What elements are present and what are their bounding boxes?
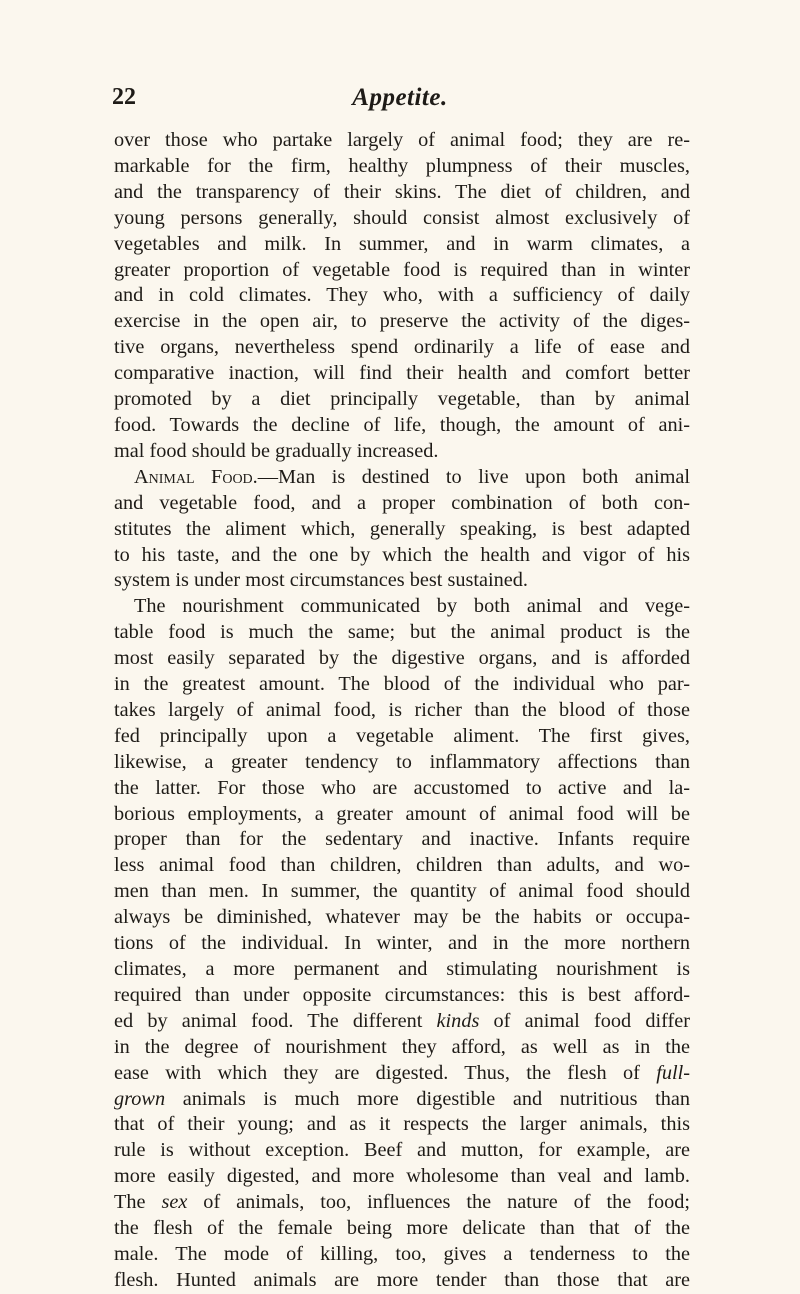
running-head — [112, 84, 688, 118]
text-fragment: animals is much more digestible and nutritious than — [165, 1087, 690, 1110]
emphasis-kinds: kinds — [436, 1009, 480, 1032]
body-text — [114, 128, 690, 1294]
section-heading: Animal Food. — [134, 465, 258, 488]
text-line: borious employments, a greater amount of animal food will be — [114, 802, 690, 825]
text-line: rule is without exception. Beef and mutton, for example, are — [114, 1139, 690, 1162]
text-line: young persons generally, should consist almost exclusively of — [114, 206, 690, 229]
text-line — [114, 1009, 690, 1035]
text-line: in the degree of nourishment they afford, as well as in the — [114, 1035, 690, 1058]
text-line: to his taste, and the one by which the health and vigor of his — [114, 543, 690, 566]
text-line: fed principally upon a vegetable aliment. The first gives, — [114, 724, 690, 747]
text-line: promoted by a diet principally vegetable, than by animal — [114, 388, 690, 411]
text-line — [114, 1190, 690, 1216]
text-line: and the transparency of their skins. The diet of children, and — [114, 180, 690, 203]
text-line: takes largely of animal food, is richer than the blood of those — [114, 698, 690, 721]
text-line: and in cold climates. They who, with a sufficiency of daily — [114, 284, 690, 307]
emphasis-full: full- — [656, 1061, 690, 1084]
text-line: the latter. For those who are accustomed to active and la- — [114, 776, 690, 799]
text-line: vegetables and milk. In summer, and in warm climates, a — [114, 232, 690, 255]
text-line: The nourishment communicated by both animal and vege- — [134, 595, 690, 618]
running-title: Appetite. — [352, 84, 448, 111]
text-fragment: of animals, too, influences the nature of the food; — [187, 1191, 690, 1214]
text-line: food. Towards the decline of life, though, the amount of ani- — [114, 413, 690, 436]
text-line: comparative inaction, will find their health and comfort better — [114, 362, 690, 385]
emphasis-sex: sex — [161, 1191, 188, 1214]
text-line: more easily digested, and more wholesome than veal and lamb. — [114, 1165, 690, 1188]
text-line — [114, 1061, 690, 1087]
text-line: most easily separated by the digestive organs, and is afforded — [114, 647, 690, 670]
text-line: required than under opposite circumstances: this is best afford- — [114, 983, 690, 1006]
text-line: tive organs, nevertheless spend ordinarily a life of ease and — [114, 336, 690, 359]
text-line: system is under most circumstances best sustained. — [114, 569, 529, 592]
text-line: likewise, a greater tendency to inflammatory affections than — [114, 750, 690, 773]
text-line: over those who partake largely of animal food; they are re- — [114, 129, 690, 151]
text-line: less animal food than children, children than adults, and wo- — [114, 854, 690, 877]
text-line: and vegetable food, and a proper combination of both con- — [114, 491, 690, 514]
text-line: mal food should be gradually increased. — [114, 439, 439, 462]
section-heading-line — [114, 465, 690, 491]
text-line: in the greatest amount. The blood of the individual who par- — [114, 673, 690, 696]
text-line: exercise in the open air, to preserve the activity of the diges- — [114, 310, 690, 333]
text-fragment: ed by animal food. The different — [114, 1009, 437, 1032]
text-line: markable for the firm, healthy plumpness of their muscles, — [114, 154, 690, 177]
text-fragment: —Man is destined to live upon both animal — [257, 465, 690, 488]
text-line: proper than for the sedentary and inactive. Infants require — [114, 828, 690, 851]
text-line: tions of the individual. In winter, and in the more northern — [114, 932, 690, 955]
text-fragment: ease with which they are digested. Thus, the flesh of — [114, 1061, 657, 1084]
text-line — [114, 1087, 690, 1113]
text-line: stitutes the aliment which, generally speaking, is best adapted — [114, 517, 690, 540]
text-line: men than men. In summer, the quantity of animal food should — [114, 880, 690, 903]
text-line: table food is much the same; but the animal product is the — [114, 621, 690, 644]
emphasis-grown: grown — [114, 1087, 166, 1110]
text-line: male. The mode of killing, too, gives a tenderness to the — [114, 1242, 690, 1265]
text-fragment: The — [114, 1191, 162, 1214]
text-line: greater proportion of vegetable food is required than in winter — [114, 258, 690, 281]
text-line: climates, a more permanent and stimulating nourishment is — [114, 958, 690, 980]
text-line: the flesh of the female being more delicate than that of the — [114, 1217, 690, 1240]
text-fragment: of animal food differ — [479, 1009, 690, 1032]
text-line: flesh. Hunted animals are more tender than those that are — [114, 1268, 690, 1291]
page-number: 22 — [112, 84, 136, 110]
text-line: that of their young; and as it respects the larger animals, this — [114, 1113, 690, 1136]
text-line: always be diminished, whatever may be the habits or occupa- — [114, 906, 690, 929]
